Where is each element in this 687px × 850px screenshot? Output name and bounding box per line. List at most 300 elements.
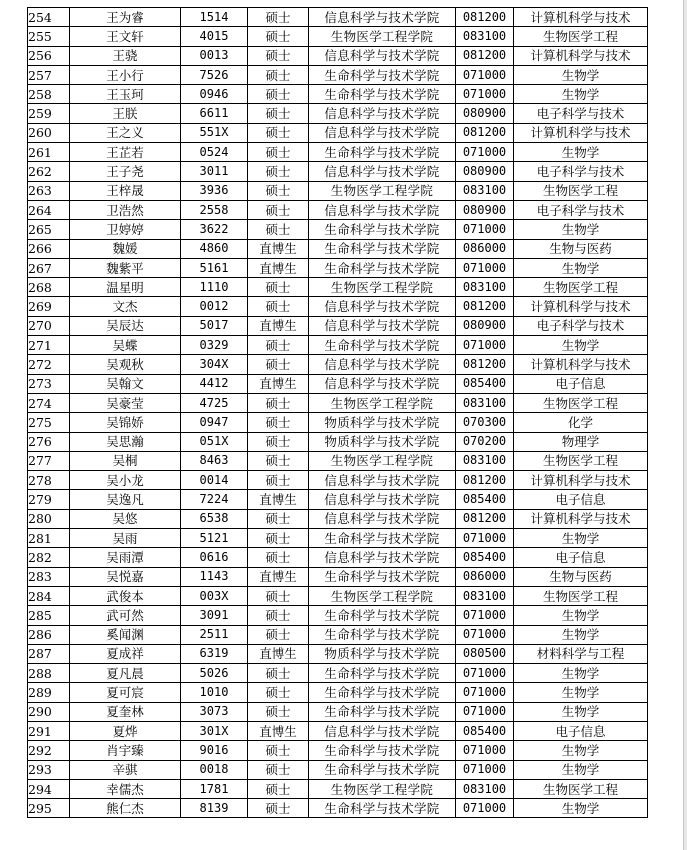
major-code-cell: 085400	[456, 374, 514, 393]
id-suffix-cell: 1010	[181, 683, 248, 702]
student-name-cell: 吴思瀚	[70, 432, 181, 451]
college-cell: 信息科学与技术学院	[309, 355, 456, 374]
id-suffix-cell: 5026	[181, 664, 248, 683]
table-row	[28, 297, 648, 316]
degree-type-cell: 直博生	[248, 644, 309, 663]
row-number-cell: 287	[28, 644, 70, 663]
degree-type-cell: 硕士	[248, 451, 309, 470]
student-name-cell: 卫浩然	[70, 200, 181, 219]
major-cell: 生物学	[514, 143, 648, 162]
page-edge-scrollbar	[683, 0, 687, 850]
major-cell: 生物医学工程	[514, 451, 648, 470]
row-number-cell: 279	[28, 490, 70, 509]
id-suffix-cell: 0947	[181, 413, 248, 432]
major-cell: 生物医学工程	[514, 779, 648, 798]
degree-type-cell: 硕士	[248, 760, 309, 779]
table-row	[28, 741, 648, 760]
degree-type-cell: 硕士	[248, 104, 309, 123]
id-suffix-cell: 1514	[181, 8, 248, 27]
major-cell: 生物学	[514, 741, 648, 760]
degree-type-cell: 硕士	[248, 548, 309, 567]
id-suffix-cell: 301X	[181, 721, 248, 740]
degree-type-cell: 硕士	[248, 143, 309, 162]
major-code-cell: 070200	[456, 432, 514, 451]
student-name-cell: 肖宇臻	[70, 741, 181, 760]
table-row	[28, 509, 648, 528]
college-cell: 生物医学工程学院	[309, 451, 456, 470]
major-code-cell: 083100	[456, 779, 514, 798]
degree-type-cell: 硕士	[248, 336, 309, 355]
table-row	[28, 683, 648, 702]
degree-type-cell: 硕士	[248, 200, 309, 219]
major-code-cell: 081200	[456, 355, 514, 374]
table-row	[28, 548, 648, 567]
degree-type-cell: 直博生	[248, 721, 309, 740]
major-cell: 电子科学与技术	[514, 316, 648, 335]
table-row	[28, 355, 648, 374]
table-row	[28, 258, 648, 277]
major-code-cell: 085400	[456, 548, 514, 567]
major-code-cell: 071000	[456, 220, 514, 239]
row-number-cell: 272	[28, 355, 70, 374]
student-name-cell: 温星明	[70, 278, 181, 297]
row-number-cell: 284	[28, 586, 70, 605]
id-suffix-cell: 4860	[181, 239, 248, 258]
table-row	[28, 27, 648, 46]
table-row	[28, 432, 648, 451]
student-name-cell: 熊仁杰	[70, 799, 181, 818]
student-name-cell: 文杰	[70, 297, 181, 316]
college-cell: 生命科学与技术学院	[309, 683, 456, 702]
table-row	[28, 664, 648, 683]
id-suffix-cell: 003X	[181, 586, 248, 605]
major-cell: 计算机科学与技术	[514, 471, 648, 490]
row-number-cell: 255	[28, 27, 70, 46]
major-cell: 物理学	[514, 432, 648, 451]
student-name-cell: 王梓晟	[70, 181, 181, 200]
student-name-cell: 辛骐	[70, 760, 181, 779]
row-number-cell: 290	[28, 702, 70, 721]
row-number-cell: 282	[28, 548, 70, 567]
college-cell: 生命科学与技术学院	[309, 239, 456, 258]
student-name-cell: 吴雨	[70, 529, 181, 548]
degree-type-cell: 硕士	[248, 529, 309, 548]
degree-type-cell: 硕士	[248, 297, 309, 316]
row-number-cell: 281	[28, 529, 70, 548]
major-cell: 电子科学与技术	[514, 104, 648, 123]
major-code-cell: 080900	[456, 316, 514, 335]
college-cell: 生命科学与技术学院	[309, 529, 456, 548]
table-row	[28, 46, 648, 65]
college-cell: 生物医学工程学院	[309, 779, 456, 798]
student-name-cell: 夏成祥	[70, 644, 181, 663]
major-cell: 生物医学工程	[514, 278, 648, 297]
major-cell: 生物学	[514, 683, 648, 702]
degree-type-cell: 硕士	[248, 413, 309, 432]
college-cell: 信息科学与技术学院	[309, 548, 456, 567]
id-suffix-cell: 7224	[181, 490, 248, 509]
student-name-cell: 吴蝶	[70, 336, 181, 355]
major-cell: 生物学	[514, 258, 648, 277]
id-suffix-cell: 1110	[181, 278, 248, 297]
college-cell: 信息科学与技术学院	[309, 123, 456, 142]
college-cell: 信息科学与技术学院	[309, 162, 456, 181]
major-code-cell: 070300	[456, 413, 514, 432]
id-suffix-cell: 0013	[181, 46, 248, 65]
id-suffix-cell: 0616	[181, 548, 248, 567]
row-number-cell: 270	[28, 316, 70, 335]
degree-type-cell: 直博生	[248, 567, 309, 586]
student-name-cell: 武可然	[70, 606, 181, 625]
id-suffix-cell: 1781	[181, 779, 248, 798]
table-row	[28, 239, 648, 258]
major-code-cell: 081200	[456, 46, 514, 65]
degree-type-cell: 直博生	[248, 239, 309, 258]
student-name-cell: 吴辰达	[70, 316, 181, 335]
id-suffix-cell: 0946	[181, 85, 248, 104]
major-code-cell: 071000	[456, 258, 514, 277]
row-number-cell: 292	[28, 741, 70, 760]
student-name-cell: 夏烨	[70, 721, 181, 740]
row-number-cell: 258	[28, 85, 70, 104]
id-suffix-cell: 6538	[181, 509, 248, 528]
degree-type-cell: 硕士	[248, 702, 309, 721]
major-code-cell: 071000	[456, 529, 514, 548]
table-row	[28, 393, 648, 412]
row-number-cell: 271	[28, 336, 70, 355]
student-name-cell: 魏紫平	[70, 258, 181, 277]
student-name-cell: 王文轩	[70, 27, 181, 46]
major-cell: 材料科学与工程	[514, 644, 648, 663]
degree-type-cell: 直博生	[248, 316, 309, 335]
table-row	[28, 799, 648, 818]
table-row	[28, 85, 648, 104]
major-code-cell: 071000	[456, 65, 514, 84]
id-suffix-cell: 3073	[181, 702, 248, 721]
id-suffix-cell: 9016	[181, 741, 248, 760]
degree-type-cell: 硕士	[248, 162, 309, 181]
major-code-cell: 071000	[456, 606, 514, 625]
college-cell: 生命科学与技术学院	[309, 220, 456, 239]
id-suffix-cell: 3011	[181, 162, 248, 181]
degree-type-cell: 硕士	[248, 393, 309, 412]
row-number-cell: 277	[28, 451, 70, 470]
major-code-cell: 071000	[456, 799, 514, 818]
table-row	[28, 278, 648, 297]
row-number-cell: 274	[28, 393, 70, 412]
major-cell: 生物医学工程	[514, 586, 648, 605]
major-cell: 生物学	[514, 625, 648, 644]
table-row	[28, 625, 648, 644]
id-suffix-cell: 4412	[181, 374, 248, 393]
id-suffix-cell: 4015	[181, 27, 248, 46]
table-row	[28, 451, 648, 470]
major-code-cell: 071000	[456, 741, 514, 760]
student-name-cell: 王之义	[70, 123, 181, 142]
college-cell: 生命科学与技术学院	[309, 336, 456, 355]
row-number-cell: 289	[28, 683, 70, 702]
table-row	[28, 123, 648, 142]
college-cell: 信息科学与技术学院	[309, 104, 456, 123]
college-cell: 生物医学工程学院	[309, 586, 456, 605]
student-name-cell: 吴桐	[70, 451, 181, 470]
id-suffix-cell: 2511	[181, 625, 248, 644]
id-suffix-cell: 551X	[181, 123, 248, 142]
student-name-cell: 魏媛	[70, 239, 181, 258]
row-number-cell: 285	[28, 606, 70, 625]
degree-type-cell: 硕士	[248, 606, 309, 625]
major-code-cell: 080900	[456, 200, 514, 219]
student-name-cell: 王小行	[70, 65, 181, 84]
id-suffix-cell: 5161	[181, 258, 248, 277]
major-cell: 电子信息	[514, 548, 648, 567]
major-code-cell: 071000	[456, 760, 514, 779]
degree-type-cell: 硕士	[248, 779, 309, 798]
row-number-cell: 294	[28, 779, 70, 798]
id-suffix-cell: 304X	[181, 355, 248, 374]
table-row	[28, 760, 648, 779]
row-number-cell: 260	[28, 123, 70, 142]
college-cell: 生命科学与技术学院	[309, 625, 456, 644]
row-number-cell: 261	[28, 143, 70, 162]
college-cell: 信息科学与技术学院	[309, 471, 456, 490]
major-code-cell: 083100	[456, 181, 514, 200]
student-name-cell: 夏凡晨	[70, 664, 181, 683]
degree-type-cell: 硕士	[248, 27, 309, 46]
id-suffix-cell: 3091	[181, 606, 248, 625]
id-suffix-cell: 0524	[181, 143, 248, 162]
degree-type-cell: 硕士	[248, 278, 309, 297]
row-number-cell: 283	[28, 567, 70, 586]
table-row	[28, 181, 648, 200]
student-name-cell: 武俊本	[70, 586, 181, 605]
degree-type-cell: 硕士	[248, 355, 309, 374]
row-number-cell: 254	[28, 8, 70, 27]
degree-type-cell: 硕士	[248, 46, 309, 65]
degree-type-cell: 硕士	[248, 471, 309, 490]
table-row	[28, 220, 648, 239]
college-cell: 生物医学工程学院	[309, 27, 456, 46]
table-row	[28, 644, 648, 663]
student-name-cell: 王玉珂	[70, 85, 181, 104]
college-cell: 物质科学与技术学院	[309, 432, 456, 451]
major-cell: 电子科学与技术	[514, 200, 648, 219]
degree-type-cell: 硕士	[248, 85, 309, 104]
major-cell: 生物医学工程	[514, 181, 648, 200]
row-number-cell: 257	[28, 65, 70, 84]
major-code-cell: 083100	[456, 586, 514, 605]
degree-type-cell: 硕士	[248, 586, 309, 605]
row-number-cell: 266	[28, 239, 70, 258]
college-cell: 生命科学与技术学院	[309, 702, 456, 721]
student-name-cell: 王骁	[70, 46, 181, 65]
major-cell: 生物与医药	[514, 239, 648, 258]
major-code-cell: 081200	[456, 509, 514, 528]
degree-type-cell: 硕士	[248, 123, 309, 142]
college-cell: 生命科学与技术学院	[309, 760, 456, 779]
degree-type-cell: 直博生	[248, 258, 309, 277]
degree-type-cell: 硕士	[248, 741, 309, 760]
row-number-cell: 288	[28, 664, 70, 683]
major-cell: 计算机科学与技术	[514, 123, 648, 142]
major-cell: 生物学	[514, 85, 648, 104]
college-cell: 信息科学与技术学院	[309, 200, 456, 219]
id-suffix-cell: 0329	[181, 336, 248, 355]
table-row	[28, 490, 648, 509]
student-name-cell: 王子尧	[70, 162, 181, 181]
college-cell: 信息科学与技术学院	[309, 721, 456, 740]
major-cell: 计算机科学与技术	[514, 509, 648, 528]
row-number-cell: 268	[28, 278, 70, 297]
major-cell: 生物医学工程	[514, 27, 648, 46]
college-cell: 生命科学与技术学院	[309, 85, 456, 104]
major-code-cell: 071000	[456, 683, 514, 702]
major-code-cell: 081200	[456, 471, 514, 490]
id-suffix-cell: 2558	[181, 200, 248, 219]
degree-type-cell: 硕士	[248, 799, 309, 818]
college-cell: 生命科学与技术学院	[309, 799, 456, 818]
major-code-cell: 083100	[456, 393, 514, 412]
major-code-cell: 071000	[456, 336, 514, 355]
table-row	[28, 721, 648, 740]
major-cell: 电子信息	[514, 490, 648, 509]
student-name-cell: 吴雨潭	[70, 548, 181, 567]
major-code-cell: 083100	[456, 27, 514, 46]
student-name-cell: 幸儒杰	[70, 779, 181, 798]
row-number-cell: 276	[28, 432, 70, 451]
major-code-cell: 071000	[456, 143, 514, 162]
major-code-cell: 081200	[456, 297, 514, 316]
table-row	[28, 586, 648, 605]
student-name-cell: 吴观秋	[70, 355, 181, 374]
student-name-cell: 夏奎林	[70, 702, 181, 721]
id-suffix-cell: 8139	[181, 799, 248, 818]
degree-type-cell: 直博生	[248, 374, 309, 393]
college-cell: 信息科学与技术学院	[309, 46, 456, 65]
major-code-cell: 080900	[456, 104, 514, 123]
id-suffix-cell: 7526	[181, 65, 248, 84]
degree-type-cell: 硕士	[248, 8, 309, 27]
student-name-cell: 吴悠	[70, 509, 181, 528]
major-cell: 生物学	[514, 799, 648, 818]
major-code-cell: 083100	[456, 278, 514, 297]
college-cell: 信息科学与技术学院	[309, 374, 456, 393]
student-name-cell: 卫婷婷	[70, 220, 181, 239]
major-cell: 化学	[514, 413, 648, 432]
student-name-cell: 王为睿	[70, 8, 181, 27]
degree-type-cell: 硕士	[248, 432, 309, 451]
table-row	[28, 8, 648, 27]
table-row	[28, 413, 648, 432]
college-cell: 生命科学与技术学院	[309, 606, 456, 625]
college-cell: 生物医学工程学院	[309, 393, 456, 412]
table-row	[28, 200, 648, 219]
table-row	[28, 336, 648, 355]
college-cell: 生命科学与技术学院	[309, 664, 456, 683]
college-cell: 生命科学与技术学院	[309, 65, 456, 84]
major-cell: 生物与医药	[514, 567, 648, 586]
table-row	[28, 104, 648, 123]
major-cell: 电子信息	[514, 721, 648, 740]
college-cell: 信息科学与技术学院	[309, 297, 456, 316]
college-cell: 信息科学与技术学院	[309, 509, 456, 528]
table-row	[28, 567, 648, 586]
major-cell: 计算机科学与技术	[514, 46, 648, 65]
table-row	[28, 162, 648, 181]
major-code-cell: 071000	[456, 85, 514, 104]
row-number-cell: 269	[28, 297, 70, 316]
row-number-cell: 291	[28, 721, 70, 740]
major-code-cell: 081200	[456, 8, 514, 27]
major-cell: 生物学	[514, 336, 648, 355]
college-cell: 生物医学工程学院	[309, 278, 456, 297]
major-cell: 计算机科学与技术	[514, 297, 648, 316]
table-row	[28, 606, 648, 625]
id-suffix-cell: 5017	[181, 316, 248, 335]
row-number-cell: 256	[28, 46, 70, 65]
id-suffix-cell: 5121	[181, 529, 248, 548]
row-number-cell: 259	[28, 104, 70, 123]
student-name-cell: 王芷若	[70, 143, 181, 162]
row-number-cell: 264	[28, 200, 70, 219]
id-suffix-cell: 0014	[181, 471, 248, 490]
major-cell: 电子信息	[514, 374, 648, 393]
major-code-cell: 080900	[456, 162, 514, 181]
degree-type-cell: 硕士	[248, 65, 309, 84]
degree-type-cell: 硕士	[248, 625, 309, 644]
student-name-cell: 吴翰文	[70, 374, 181, 393]
major-code-cell: 086000	[456, 567, 514, 586]
major-cell: 生物学	[514, 702, 648, 721]
major-code-cell: 081200	[456, 123, 514, 142]
id-suffix-cell: 051X	[181, 432, 248, 451]
row-number-cell: 280	[28, 509, 70, 528]
degree-type-cell: 硕士	[248, 181, 309, 200]
degree-type-cell: 硕士	[248, 220, 309, 239]
college-cell: 生命科学与技术学院	[309, 741, 456, 760]
major-code-cell: 080500	[456, 644, 514, 663]
college-cell: 信息科学与技术学院	[309, 316, 456, 335]
row-number-cell: 265	[28, 220, 70, 239]
degree-type-cell: 硕士	[248, 683, 309, 702]
college-cell: 物质科学与技术学院	[309, 413, 456, 432]
major-cell: 生物学	[514, 606, 648, 625]
row-number-cell: 267	[28, 258, 70, 277]
table-row	[28, 65, 648, 84]
major-cell: 生物学	[514, 664, 648, 683]
id-suffix-cell: 1143	[181, 567, 248, 586]
id-suffix-cell: 3936	[181, 181, 248, 200]
major-cell: 计算机科学与技术	[514, 355, 648, 374]
degree-type-cell: 硕士	[248, 509, 309, 528]
student-name-cell: 王朕	[70, 104, 181, 123]
major-code-cell: 086000	[456, 239, 514, 258]
table-row	[28, 471, 648, 490]
major-code-cell: 085400	[456, 721, 514, 740]
id-suffix-cell: 6319	[181, 644, 248, 663]
degree-type-cell: 直博生	[248, 490, 309, 509]
student-name-cell: 吴豪莹	[70, 393, 181, 412]
college-cell: 生物医学工程学院	[309, 181, 456, 200]
college-cell: 信息科学与技术学院	[309, 490, 456, 509]
id-suffix-cell: 3622	[181, 220, 248, 239]
degree-type-cell: 硕士	[248, 664, 309, 683]
major-code-cell: 071000	[456, 664, 514, 683]
row-number-cell: 286	[28, 625, 70, 644]
major-cell: 生物医学工程	[514, 393, 648, 412]
student-name-cell: 吴小龙	[70, 471, 181, 490]
major-code-cell: 083100	[456, 451, 514, 470]
